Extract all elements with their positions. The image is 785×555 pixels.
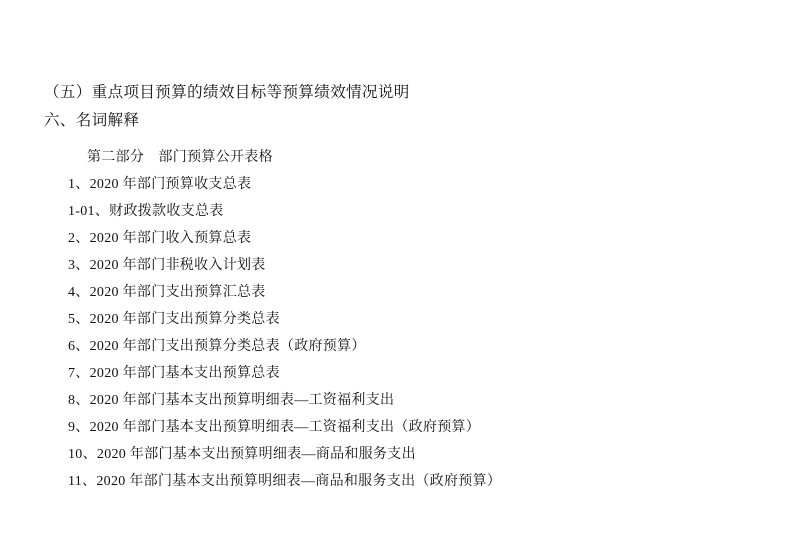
list-item: 9、2020 年部门基本支出预算明细表—工资福利支出（政府预算） (68, 420, 481, 435)
table-of-contents (44, 144, 741, 495)
section-part-two-title: 第二部分 部门预算公开表格 (87, 150, 273, 165)
list-item: 1-01、财政拨款收支总表 (68, 204, 224, 219)
list-item: 8、2020 年部门基本支出预算明细表—工资福利支出 (68, 393, 395, 408)
list-item: 7、2020 年部门基本支出预算总表 (68, 366, 280, 381)
list-item: 4、2020 年部门支出预算汇总表 (68, 285, 266, 300)
heading-section-five: （五）重点项目预算的绩效目标等预算绩效情况说明 (44, 84, 410, 101)
list-item: 1、2020 年部门预算收支总表 (68, 177, 252, 192)
heading-section-six: 六、名词解释 (44, 112, 140, 129)
list-item: 10、2020 年部门基本支出预算明细表—商品和服务支出 (68, 447, 416, 462)
list-item: 3、2020 年部门非税收入计划表 (68, 258, 266, 273)
list-item: 2、2020 年部门收入预算总表 (68, 231, 252, 246)
list-item: 6、2020 年部门支出预算分类总表（政府预算） (68, 339, 366, 354)
list-item: 5、2020 年部门支出预算分类总表 (68, 312, 280, 327)
list-item: 11、2020 年部门基本支出预算明细表—商品和服务支出（政府预算） (68, 474, 502, 489)
